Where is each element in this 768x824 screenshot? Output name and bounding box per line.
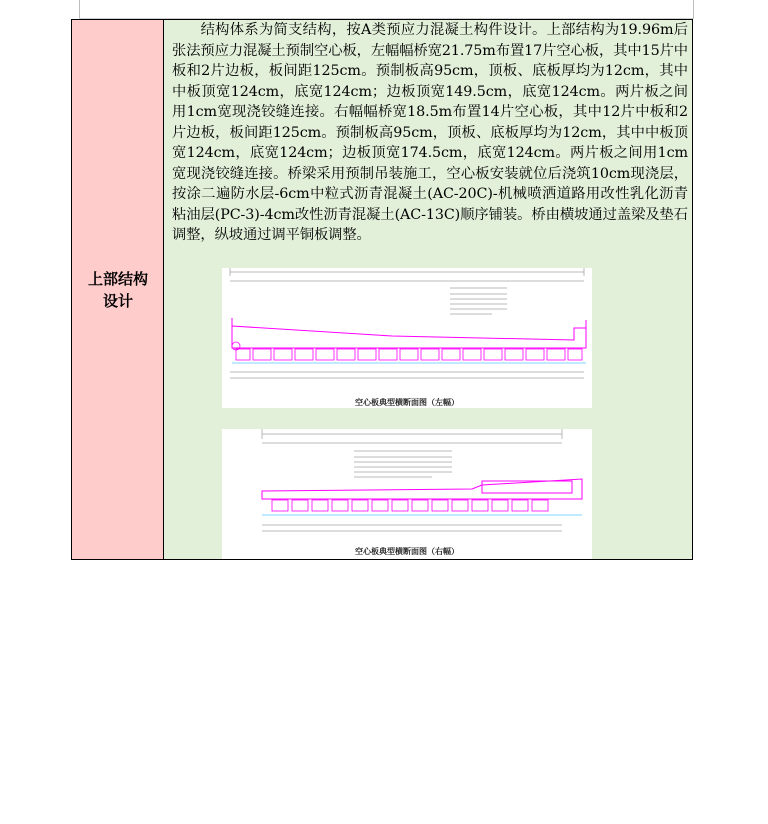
- design-description: 结构体系为简支结构，按A类预应力混凝土构件设计。上部结构为19.96m后张法预应力混凝土预制空心板，左幅幅桥宽21.75m布置17片空心板，其中15片中板和2片边板，板间距125cm。预制板高95cm，顶板、底板厚均为12cm，其中中板顶宽124cm，底宽124cm；边板顶宽149.5cm，底宽124cm。两片板之间用1cm宽现浇铰缝连接。右幅幅桥宽18.5m布置14片空心板，其中12片中板和2片边板，板间距125cm。预制板高95cm，顶板、底板厚均为12cm，其中中板顶宽124cm，底宽124cm；边板顶宽174.5cm，底宽124cm。两片板之间用1cm宽现浇铰缝连接。桥梁采用预制吊装施工，空心板安装就位后浇筑10cm现浇层，按涂二遍防水层-6cm中粒式沥青混凝土(AC-20C)-机械喷洒道路用改性乳化沥青粘油层(PC-3)-4cm改性沥青混凝土(AC-13C)顺序铺装。桥由横坡通过盖梁及垫石调整，纵坡通过调平铜板调整。: [172, 22, 688, 243]
- section-label-line1: 上部结构: [87, 270, 148, 288]
- cross-section-figure-right: [222, 429, 592, 559]
- page-header-line: [79, 0, 694, 19]
- design-table: [71, 19, 693, 560]
- cross-section-drawing-right: [222, 429, 592, 549]
- figure-caption-left: 空心板典型横断面图（左幅）: [355, 397, 459, 407]
- cross-section-drawing-left: [222, 268, 592, 408]
- figure-caption-right: 空心板典型横断面图（右幅）: [355, 546, 459, 556]
- section-label-line2: 设计: [102, 292, 133, 310]
- cross-section-figure-left: [222, 268, 592, 408]
- section-label: [72, 268, 164, 312]
- section-content-cell: [164, 20, 692, 559]
- section-label-cell: [72, 20, 164, 559]
